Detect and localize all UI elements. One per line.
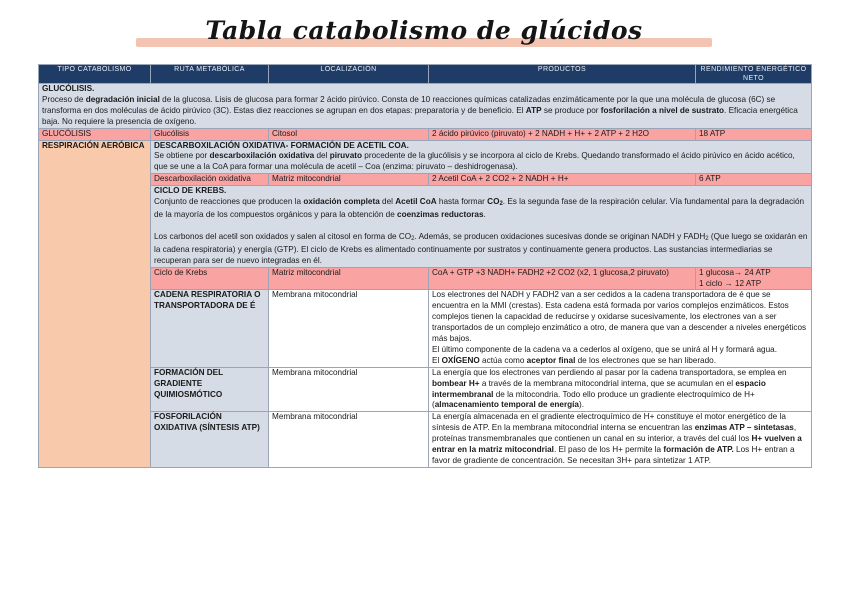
glucolisis-heading: GLUCÓLISIS. [42,84,95,93]
page-title: Tabla catabolismo de glúcidos [205,16,643,45]
header-row [39,65,812,84]
gradiente-loc: Membrana mitocondrial [269,367,429,412]
gradiente-ruta: FORMACIÓN DEL GRADIENTE QUIMIOSMÓTICO [151,367,269,412]
krebs-productos: CoA + GTP +3 NADH+ FADH2 +2 CO2 (x2, 1 glucosa,2 piruvato) [429,267,696,290]
cadena-ruta: CADENA RESPIRATORIA O TRANSPORTADORA DE É [151,290,269,367]
glucolisis-productos: 2 ácido pirúvico (piruvato) + 2 NADH + H+ + 2 ATP + 2 H2O [429,128,696,140]
krebs-description [151,186,812,267]
descarbox-productos: 2 Acetil CoA + 2 CO2 + 2 NADH + H+ [429,174,696,186]
krebs-text-2: Los carbonos del acetil son oxidados y salen al citosol en forma de CO2. Además, se producen oxidaciones sucesivas donde se originan NADH y FADH2 (Que luego se oxidarán en la cadena respiratoria) y energía (GTP). El ciclo de Krebs es alimentado continuamente por sustratos y continuamente genera productos. Las sustancias intermediarias se recuperan para ser de nuevo integradas en él. [154,231,808,265]
header-rendimiento: RENDIMIENTO ENERGÉTICO NETO [696,65,812,84]
header-tipo: TIPO CATABOLISMO [39,65,151,84]
descarbox-ruta: Descarboxilación oxidativa [151,174,269,186]
descarbox-row [39,174,812,186]
header-ruta: RUTA METABÓLICA [151,65,269,84]
glucolisis-text: Proceso de degradación inicial de la glucosa. Lisis de glucosa para formar 2 ácido pirúvico. Consta de 10 reacciones químicas catalizadas enzimáticamente por la que una molécula de glucosa (6C) se transforma en dos moléculas de ácido pirúvico (3C). Estas diez reacciones se agrupan en dos etapas: preparatoria y de beneficio. El ATP se produce por fosforilación a nivel de sustrato. Eficacia energética baja. No requiere la presencia de oxígeno. [42,94,798,126]
descarbox-rendimiento: 6 ATP [696,174,812,186]
glucolisis-loc: Citosol [269,128,429,140]
fosforilacion-loc: Membrana mitocondrial [269,412,429,468]
glucolisis-description-row [39,84,812,129]
krebs-ruta: Ciclo de Krebs [151,267,269,290]
respiracion-tipo: RESPIRACIÓN AERÓBICA [39,140,151,467]
krebs-rendimiento [696,267,812,290]
glucolisis-description [39,84,812,129]
gradiente-row [39,367,812,412]
fosforilacion-ruta: FOSFORILACIÓN OXIDATIVA (SÍNTESIS ATP) [151,412,269,468]
header-localizacion: LOCALIZACIÓN [269,65,429,84]
cadena-row [39,290,812,367]
krebs-loc: Matriz mitocondrial [269,267,429,290]
krebs-rend-glucosa: 1 glucosa→ 24 ATP [699,267,771,277]
header-productos: PRODUCTOS [429,65,696,84]
krebs-heading: CICLO DE KREBS. [154,186,227,196]
cadena-description [429,290,812,367]
krebs-row [39,267,812,290]
title-area [0,14,848,54]
descarbox-description-row [39,140,812,174]
fosforilacion-row [39,412,812,468]
glucolisis-row [39,128,812,140]
descarbox-text: Se obtiene por descarboxilación oxidativa del piruvato procedente de la glucólisis y se incorpora al ciclo de Krebs. Quedando transformado el ácido pirúvico en ácido acético, que se une a la CoA para formar una molécula de acetil – Coa (enzima: piruvato – deshidrogenasa). [154,151,795,172]
krebs-rend-ciclo: 1 ciclo → 12 ATP [699,278,762,288]
fosforilacion-description [429,412,812,468]
cadena-text-1: Los electrones del NADH y FADH2 van a ser cedidos a la cadena transportadora de é que se encuentra en la MMI (crestas). Esta cadena está formada por varios complejos enzimáticos. Estos complejos tienen la capacidad de reducirse y oxidarse sucesivamente, los electrones van a ser transportados de un complejo enzimático a otro, de manera que van a descender a niveles energéticos más bajos. [432,290,807,344]
descarbox-loc: Matriz mitocondrial [269,174,429,186]
glucolisis-ruta: Glucólisis [151,128,269,140]
gradiente-text: La energía que los electrones van perdiendo al pasar por la cadena transportadora, se emplea en bombear H+ a través de la membrana mitocondrial interna, que se acumulan en el espacio intermembranal de la mitocondria. Todo ello produce un gradiente electroquímico de H+ (almacenamiento temporal de energía). [432,367,787,410]
krebs-text-1: Conjunto de reacciones que producen la oxidación completa del Acetil CoA hasta formar CO2. Es la segunda fase de la respiración celular. Vía fundamental para la degradación de la mayoría de los compuestos orgánicos y para la obtención de coenzimas reductoras. [154,197,805,219]
cadena-text-3: El OXÍGENO actúa como aceptor final de los electrones que se han liberado. [432,355,716,365]
cadena-loc: Membrana mitocondrial [269,290,429,367]
glucolisis-rendimiento: 18 ATP [696,128,812,140]
gradiente-description [429,367,812,412]
fosforilacion-text: La energía almacenada en el gradiente electroquímico de H+ constituye el motor energético de la síntesis de ATP. En la membrana mitocondrial interna se encuentran las enzimas ATP – sintetasas, proteínas transmembranales que contienen un canal en su interior, a través del cuál los H+ vuelven a entrar en la matriz mitocondrial. El paso de los H+ permite la formación de ATP. Los H+ entran a favor de gradiente de concentración. Se necesitan 3H+ para sintetizar 1 ATP. [432,412,802,465]
cadena-text-2: El último componente de la cadena va a cederlos al oxígeno, que se unirá al H y formará agua. [432,344,777,354]
glucolisis-tipo: GLUCÓLISIS [39,128,151,140]
descarbox-description [151,140,812,174]
krebs-description-row [39,186,812,267]
descarbox-heading: DESCARBOXILACIÓN OXIDATIVA- FORMACIÓN DE ACETIL COA. [154,140,409,150]
catabolism-table [38,64,812,468]
